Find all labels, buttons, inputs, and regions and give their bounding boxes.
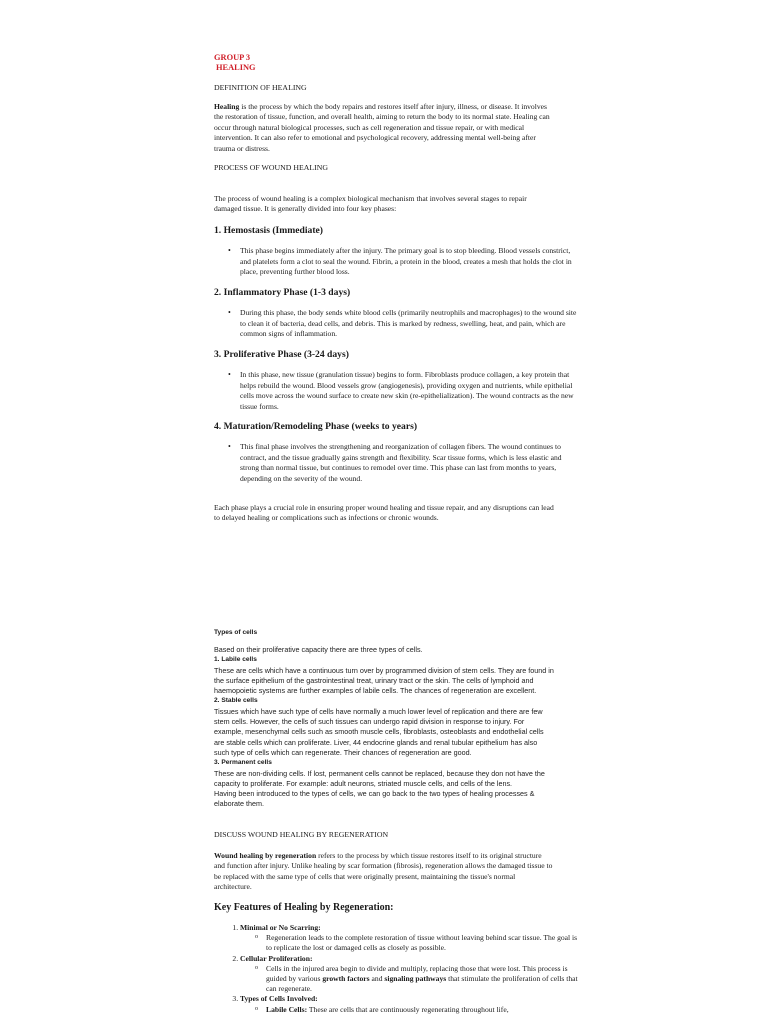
permanent-text: These are non-dividing cells. If lost, permanent cells cannot be replaced, because they don not have the capacity to proliferate. For example: adult neurons, striated muscle cells, and cells of the lens.	[214, 768, 545, 788]
process-summary: Each phase plays a crucial role in ensuring proper wound healing and tissue repair, and any disruptions can lead to delayed healing or complications such as infections or chronic wounds.	[214, 503, 554, 523]
feature-1-label: Minimal or No Scarring:	[240, 923, 321, 932]
process-intro: The process of wound healing is a complex biological mechanism that involves several stages to repair damaged tissue. It is generally divided into four key phases:	[214, 194, 527, 214]
feature-3-sub	[266, 1005, 580, 1015]
regen-text: refers to the process by which tissue restores itself to its original structure and function after injury. Unlike healing by scar formation (fibrosis), regeneration allows the damaged tissue to be replaced with the same type of cells that were originally present, maintaining the tissue's normal architecture.	[214, 851, 553, 892]
definition-heading: DEFINITION OF HEALING	[214, 83, 307, 92]
permanent-title: 3. Permanent cells	[214, 759, 272, 767]
document-title: HEALING	[216, 62, 256, 72]
feature-2	[240, 954, 580, 995]
feature-2-text-a: Cells in the injured area begin to divide and multiply, replacing those that were lost. This process is guided by various	[266, 963, 568, 984]
cells-block	[214, 645, 554, 810]
feature-3-sublist	[240, 1005, 580, 1015]
definition-term: Healing	[214, 102, 240, 111]
phase-2-title: 2. Inflammatory Phase (1-3 days)	[214, 287, 351, 298]
group-label: GROUP 3	[214, 53, 251, 62]
cells-intro: Based on their proliferative capacity there are three types of cells.	[214, 645, 423, 654]
feature-2-text-e: that stimulate the proliferation of cells that can regenerate.	[266, 974, 578, 994]
feature-2-sublist	[240, 964, 580, 995]
phase-3-title: 3. Proliferative Phase (3-24 days)	[214, 349, 349, 360]
phase-1-text: • This phase begins immediately after the injury. The primary goal is to stop bleeding. Blood vessels constrict, and platelets form a clot to seal the wound. Fibrin, a protein in the blood, creates a mesh that holds the clot in place, preventing further blood loss.	[240, 246, 580, 278]
feature-2-label: Cellular Proliferation:	[240, 953, 313, 963]
group-header	[214, 53, 554, 72]
phase-3-text: • In this phase, new tissue (granulation tissue) begins to form. Fibroblasts produce collagen, a key protein that helps rebuild the wound. Blood vessels grow (angiogenesis), providing oxygen and nutrients, while epithelial cells move across the wound surface to create new skin (re-epithelialization). The wound contracts as the new tissue forms.	[240, 370, 580, 412]
phase-4-title: 4. Maturation/Remodeling Phase (weeks to years)	[214, 421, 418, 432]
phase-1-list	[214, 246, 580, 278]
features-list	[214, 923, 580, 1015]
phase-3-list	[214, 370, 580, 412]
phase-2-list	[214, 308, 580, 340]
labile-title: 1. Labile cells	[214, 656, 257, 664]
cells-closing: Having been introduced to the types of cells, we can go back to the two types of healing processes & elaborate them.	[214, 789, 535, 809]
feature-1-sub: o Regeneration leads to the complete restoration of tissue without leaving behind scar tissue. The goal is to replicate the lost or damaged cells as closely as possible.	[266, 933, 580, 953]
stable-title: 2. Stable cells	[214, 697, 258, 705]
cells-heading: Types of cells	[214, 629, 258, 636]
feature-2-text-c: and	[369, 974, 385, 984]
feature-2-growth-factors: growth factors	[322, 974, 370, 984]
regen-term: Wound healing by regeneration	[214, 851, 317, 860]
process-heading: PROCESS OF WOUND HEALING	[214, 163, 329, 172]
labile-text: These are cells which have a continuous turn over by programmed division of stem cells. They are found in the surface epithelium of the gastrointestinal treat, urinary tract or the skin. The cells of lymphoid and haemopoietic systems are further examples of labile cells. The chances of regeneration are excellent.	[214, 665, 554, 696]
definition-paragraph	[214, 102, 554, 154]
regen-definition	[214, 851, 554, 893]
phase-1-title: 1. Hemostasis (Immediate)	[214, 225, 323, 236]
feature-3-sub-label: Labile Cells:	[266, 1004, 308, 1014]
feature-3-label: Types of Cells Involved:	[240, 994, 318, 1004]
feature-1-sublist	[240, 933, 580, 953]
definition-text: is the process by which the body repairs and restores itself after injury, illness, or disease. It involves the restoration of tissue, function, and overall health, aiming to return the body to its normal state. Healing can occur through natural biological processes, such as cell regeneration and tissue repair, or with medical intervention. It can also refer to emotional and psychological recovery, addressing mental well-being after trauma or distress.	[214, 102, 550, 153]
phase-2-text: • During this phase, the body sends white blood cells (primarily neutrophils and macrophages) to the wound site to clean it of bacteria, dead cells, and debris. This is marked by redness, swelling, heat, and pain, which are common signs of inflammation.	[240, 308, 580, 340]
feature-3-sub-text: These are cells that are continuously regenerating throughout life,	[307, 1004, 509, 1014]
stable-text: Tissues which have such type of cells have normally a much lower level of replication and there are few stem cells. However, the cells of such tissues can undergo rapid division in response to injury. For example, mesenchymal cells such as smooth muscle cells, fibroblasts, osteoblasts and endothelial cells are stable cells which can proliferate. Liver, 44 endocrine glands and renal tubular epithelium has also such type of cells which can regenerate. Their chances of regeneration are good.	[214, 706, 544, 757]
phase-4-list	[214, 442, 580, 484]
phase-4-text: • This final phase involves the strengthening and reorganization of collagen fibers. The wound continues to contract, and the tissue gradually gains strength and flexibility. Scar tissue forms, which is less elastic and strong than normal tissue, but continues to remodel over time. This phase can last from months to years, depending on the severity of the wound.	[240, 442, 580, 484]
features-heading: Key Features of Healing by Regeneration:	[214, 902, 394, 913]
feature-3	[240, 994, 580, 1014]
regen-heading: DISCUSS WOUND HEALING BY REGENERATION	[214, 830, 389, 839]
feature-2-sub	[266, 964, 580, 995]
feature-2-signaling-pathways: signaling pathways	[384, 974, 447, 984]
feature-1	[240, 923, 580, 954]
